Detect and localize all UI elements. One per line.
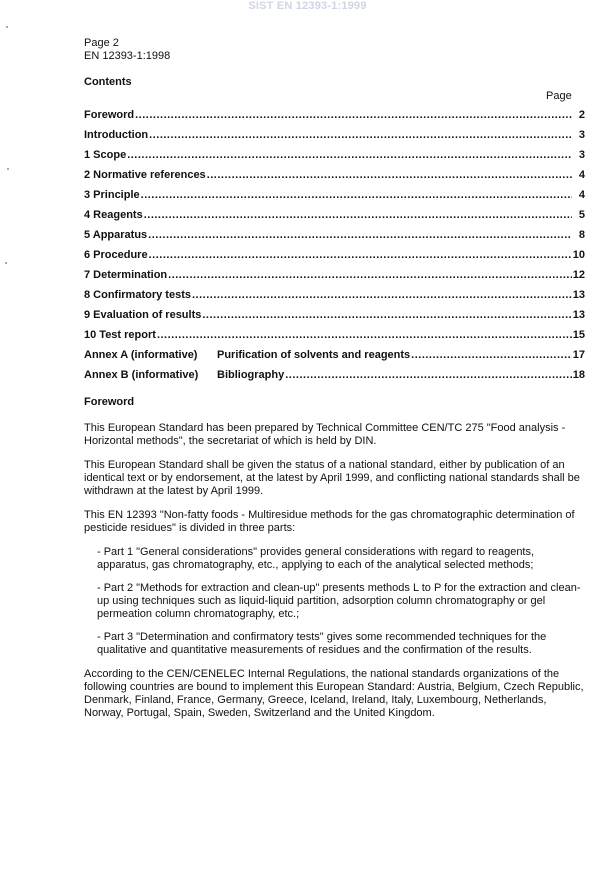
toc-title: 7 Determination <box>84 269 168 281</box>
toc-entry[interactable] <box>84 209 585 229</box>
scan-speck <box>7 168 9 170</box>
toc-title: Foreword <box>84 109 135 121</box>
page-number: Page 2 <box>84 37 119 49</box>
toc-leader <box>411 349 572 361</box>
toc-title: Bibliography <box>217 369 285 381</box>
scan-speck <box>5 262 7 264</box>
toc-page: 4 <box>578 189 585 201</box>
toc-entry[interactable] <box>84 169 585 189</box>
watermark: SIST EN 12393-1:1999 <box>248 0 367 12</box>
table-of-contents <box>84 109 585 389</box>
page-column-label: Page <box>546 90 572 102</box>
foreword-heading: Foreword <box>84 396 135 408</box>
toc-page: 12 <box>572 269 585 281</box>
toc-title: Introduction <box>84 129 149 141</box>
toc-page: 13 <box>572 309 585 321</box>
toc-leader <box>148 229 572 241</box>
toc-title: 2 Normative references <box>84 169 206 181</box>
toc-page: 17 <box>572 349 585 361</box>
toc-leader <box>157 329 572 341</box>
foreword-paragraph: This European Standard shall be given the status of a national standard, either by publication of an identical text or by endorsement, at the latest by April 1999, and conflicting national standards shall be withdrawn at the latest by April 1999. <box>84 459 580 497</box>
part-item: - Part 2 "Methods for extraction and clean-up" presents methods L to P for the extraction and clean-up using techniques such as liquid-liquid partition, adsorption column chromatography or gel permeation column chromatography, etc.; <box>97 582 581 620</box>
scan-speck <box>6 26 8 28</box>
toc-title: 5 Apparatus <box>84 229 148 241</box>
part-item: - Part 3 "Determination and confirmatory tests" gives some recommended techniques for the qualitative and quantitative measurements of residues and the confirmation of the results. <box>97 631 547 656</box>
toc-entry[interactable] <box>84 129 585 149</box>
toc-page: 3 <box>578 129 585 141</box>
toc-page: 4 <box>578 169 585 181</box>
toc-title: 4 Reagents <box>84 209 143 221</box>
toc-entry[interactable] <box>84 189 585 209</box>
foreword-paragraph: According to the CEN/CENELEC Internal Regulations, the national standards organizations of the following countries are bound to implement this European Standard: Austria, Belgium, Czech Republic, Denmark, Finland, France, Germany, Greece, Iceland, Ireland, Italy, Luxembourg, Netherlands, Norway, Portugal, Spain, Sweden, Switzerland and the United Kingdom. <box>84 668 584 719</box>
toc-entry[interactable] <box>84 329 585 349</box>
toc-leader <box>127 149 572 161</box>
toc-entry[interactable] <box>84 249 585 269</box>
toc-title: 3 Principle <box>84 189 140 201</box>
toc-title: 1 Scope <box>84 149 127 161</box>
toc-annex-entry[interactable] <box>84 369 585 389</box>
toc-annex-label: Annex A (informative) <box>84 349 198 361</box>
toc-leader <box>141 189 572 201</box>
toc-page: 15 <box>572 329 585 341</box>
toc-page: 13 <box>572 289 585 301</box>
toc-page: 2 <box>578 109 585 121</box>
toc-leader <box>168 269 572 281</box>
toc-entry[interactable] <box>84 269 585 289</box>
foreword-body <box>84 422 584 731</box>
toc-title: Purification of solvents and reagents <box>217 349 411 361</box>
toc-entry[interactable] <box>84 289 585 309</box>
toc-page: 10 <box>572 249 585 261</box>
toc-page: 5 <box>578 209 585 221</box>
toc-leader <box>192 289 572 301</box>
toc-leader <box>149 129 572 141</box>
toc-leader <box>202 309 571 321</box>
toc-title: 9 Evaluation of results <box>84 309 202 321</box>
toc-leader <box>207 169 572 181</box>
toc-annex-entry[interactable] <box>84 349 585 369</box>
toc-title: 10 Test report <box>84 329 156 341</box>
toc-leader <box>285 369 572 381</box>
toc-leader <box>144 209 572 221</box>
toc-leader <box>149 249 572 261</box>
toc-title: 6 Procedure <box>84 249 148 261</box>
toc-annex-label: Annex B (informative) <box>84 369 199 381</box>
part-item: - Part 1 "General considerations" provides general considerations with regard to reagents, apparatus, gas chromatography, etc., applying to each of the analytical selected methods; <box>97 546 535 571</box>
foreword-paragraph: This European Standard has been prepared by Technical Committee CEN/TC 275 "Food analysis - Horizontal methods", the secretariat of which is held by DIN. <box>84 422 566 447</box>
foreword-paragraph: This EN 12393 "Non-fatty foods - Multiresidue methods for the gas chromatographic determination of pesticide residues" is divided in three parts: <box>84 509 575 534</box>
toc-entry[interactable] <box>84 309 585 329</box>
page-header <box>84 37 584 63</box>
toc-entry[interactable] <box>84 229 585 249</box>
toc-page: 18 <box>572 369 585 381</box>
toc-leader <box>135 109 572 121</box>
toc-title: 8 Confirmatory tests <box>84 289 191 301</box>
toc-entry[interactable] <box>84 109 585 129</box>
document-id: EN 12393-1:1998 <box>84 50 171 62</box>
toc-page: 8 <box>578 229 585 241</box>
toc-page: 3 <box>578 149 585 161</box>
toc-entry[interactable] <box>84 149 585 169</box>
parts-list <box>97 546 584 657</box>
contents-title: Contents <box>84 76 132 88</box>
